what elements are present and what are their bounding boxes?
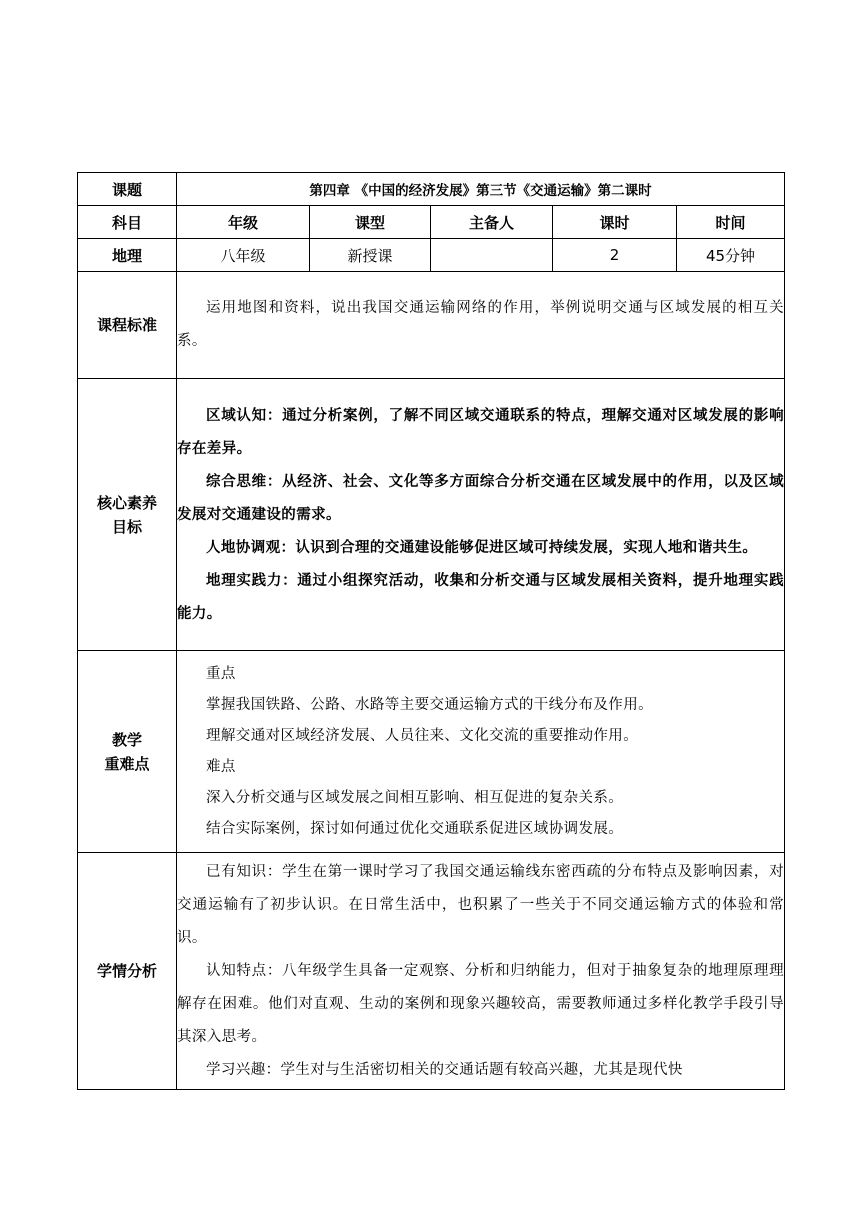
topic-value: 第四章 《中国的经济发展》第三节《交通运输》第二课时	[177, 173, 785, 206]
title-row	[78, 173, 785, 206]
header-duration: 时间	[677, 206, 785, 239]
core-literacy-label-line1: 核心素养	[96, 493, 157, 512]
info-periods: 2	[553, 239, 677, 272]
info-lesson-type: 新授课	[310, 239, 431, 272]
key-point-item: 掌握我国铁路、公路、水路等主要交通运输方式的干线分布及作用。	[206, 696, 653, 713]
key-difficult-label-line2: 重难点	[104, 754, 150, 773]
info-duration: 45分钟	[677, 239, 785, 272]
header-lesson-type: 课型	[310, 206, 431, 239]
core-literacy-item: 地理实践力：通过小组探究活动，收集和分析交通与区域发展相关资料，提升地理实践能力。	[177, 572, 784, 622]
core-literacy-label	[78, 379, 177, 651]
learner-analysis-paragraph: 已有知识：学生在第一课时学习了我国交通运输线东密西疏的分布特点及影响因素，对交通运输有了初步认识。在日常生活中，也积累了一些关于不同交通运输方式的体验和常识。	[177, 863, 784, 946]
learner-analysis-label: 学情分析	[78, 853, 177, 1090]
header-row	[78, 206, 785, 239]
lesson-plan-table	[77, 172, 785, 1090]
header-periods: 课时	[553, 206, 677, 239]
core-literacy-item: 区域认知：通过分析案例，了解不同区域交通联系的特点，理解交通对区域发展的影响存在差异。	[177, 407, 784, 457]
header-grade: 年级	[177, 206, 310, 239]
learner-analysis-paragraph: 学习兴趣：学生对与生活密切相关的交通话题有较高兴趣，尤其是现代快	[206, 1061, 683, 1078]
key-difficult-row	[78, 651, 785, 853]
info-subject: 地理	[78, 239, 177, 272]
key-difficult-label	[78, 651, 177, 853]
info-row	[78, 239, 785, 272]
core-literacy-item: 人地协调观：认识到合理的交通建设能够促进区域可持续发展，实现人地和谐共生。	[206, 539, 758, 556]
info-preparer	[431, 239, 553, 272]
difficult-point-item: 深入分析交通与区域发展之间相互影响、相互促进的复杂关系。	[206, 789, 624, 806]
core-literacy-item: 综合思维：从经济、社会、文化等多方面综合分析交通在区域发展中的作用，以及区域发展对交通建设的需求。	[177, 473, 784, 523]
header-preparer: 主备人	[431, 206, 553, 239]
difficult-point-item: 结合实际案例，探讨如何通过优化交通联系促进区域协调发展。	[206, 820, 624, 837]
difficult-points-heading: 难点	[206, 758, 236, 775]
core-literacy-row	[78, 379, 785, 651]
learner-analysis-paragraph: 认知特点：八年级学生具备一定观察、分析和归纳能力，但对于抽象复杂的地理原理理解存在困难。他们对直观、生动的案例和现象兴趣较高，需要教师通过多样化教学手段引导其深入思考。	[177, 962, 784, 1045]
curriculum-standard-text: 运用地图和资料，说出我国交通运输网络的作用，举例说明交通与区域发展的相互关系。	[177, 300, 784, 349]
info-grade: 八年级	[177, 239, 310, 272]
curriculum-standard-row	[78, 272, 785, 379]
topic-label: 课题	[78, 173, 177, 206]
key-points-heading: 重点	[206, 665, 236, 682]
core-literacy-label-line2: 目标	[111, 517, 142, 536]
curriculum-standard-label: 课程标准	[78, 272, 177, 379]
key-difficult-label-line1: 教学	[111, 730, 142, 749]
learner-analysis-row	[78, 853, 785, 1090]
key-point-item: 理解交通对区域经济发展、人员往来、文化交流的重要推动作用。	[206, 727, 639, 744]
header-subject: 科目	[78, 206, 177, 239]
